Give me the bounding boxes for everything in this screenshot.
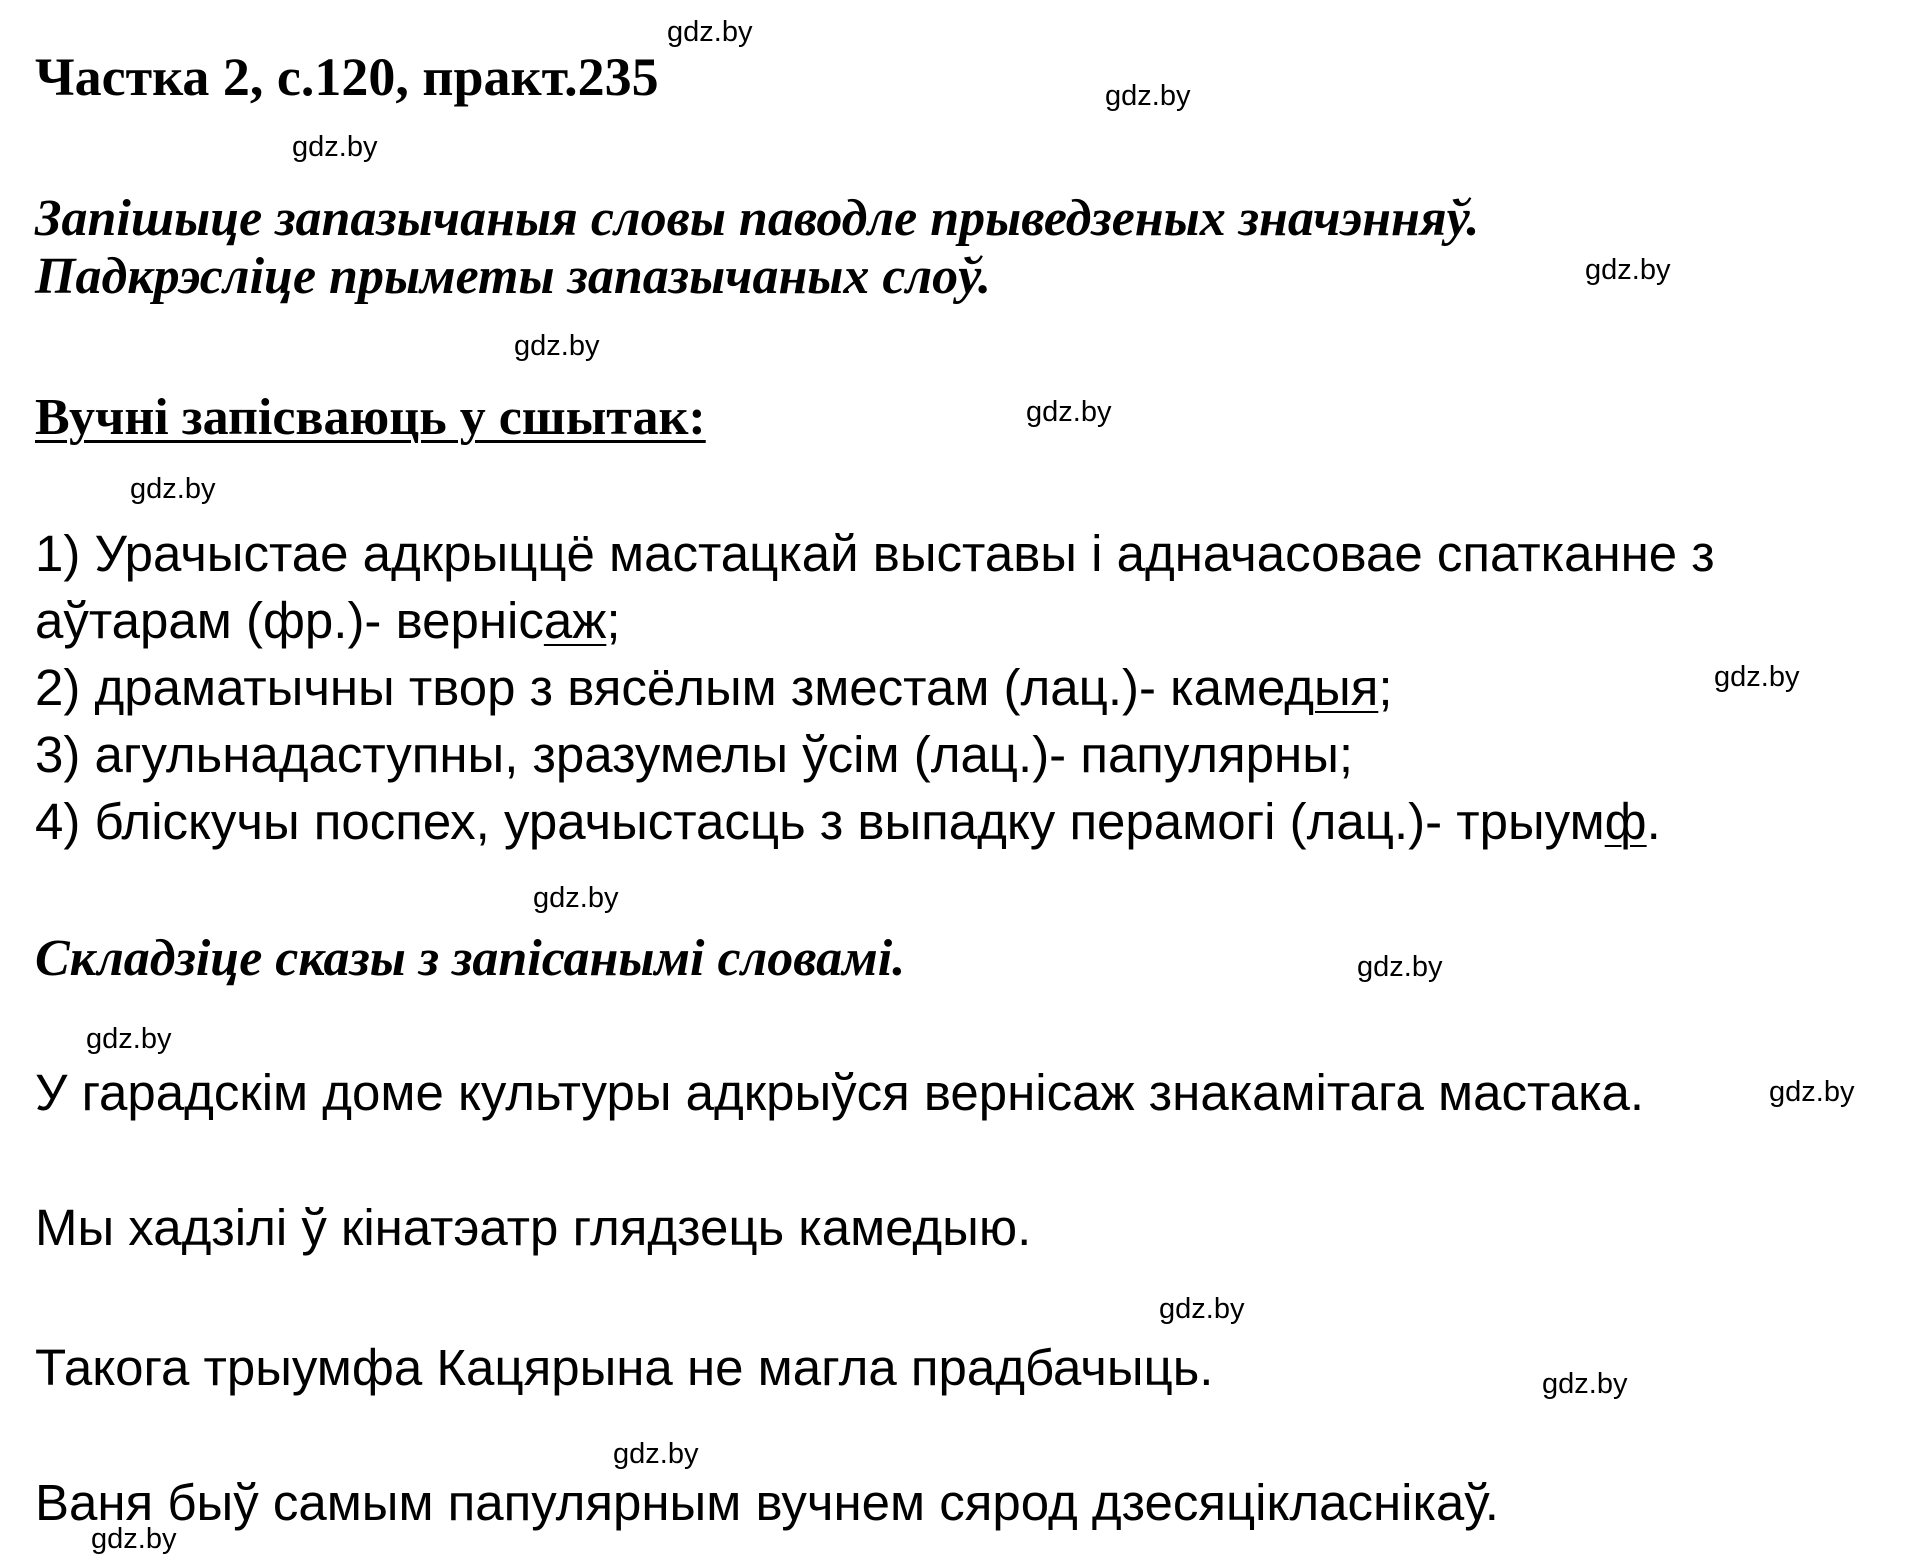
watermark: gdz.by [91, 1523, 177, 1555]
watermark: gdz.by [1585, 254, 1671, 286]
answer-punct: . [1646, 793, 1661, 850]
answer-item-1 [35, 520, 1835, 654]
watermark: gdz.by [1714, 661, 1800, 693]
task-instruction-2: Складзіце сказы з запісанымі словамі. [35, 930, 906, 987]
answer-item-3: 3) агульнадаступны, зразумелы ўсім (лац.)- папулярны; [35, 726, 1354, 783]
watermark: gdz.by [613, 1438, 699, 1470]
task-instruction [35, 190, 1479, 306]
sentence-1: У гарадскім доме культуры адкрыўся вернісаж знакамітага мастака. [35, 1064, 1645, 1121]
watermark: gdz.by [1542, 1368, 1628, 1400]
watermark: gdz.by [1026, 396, 1112, 428]
answer-punct: ; [606, 592, 621, 649]
watermark: gdz.by [667, 16, 753, 48]
answer-item-2 [35, 654, 1835, 721]
notebook-heading: Вучні запісваюць у сшытак: [35, 389, 706, 446]
task-instruction-line-1: Запішыце запазычаныя словы паводле прыведзеных значэнняў. [35, 190, 1480, 247]
answer-punct: ; [1378, 659, 1393, 716]
sentence-4: Ваня быў самым папулярным вучнем сярод дзесяцікласнікаў. [35, 1474, 1499, 1531]
watermark: gdz.by [514, 330, 600, 362]
watermark: gdz.by [292, 131, 378, 163]
sentence-3: Такога трыумфа Кацярына не магла прадбачыць. [35, 1339, 1214, 1396]
answer-item-4 [35, 788, 1835, 855]
watermark: gdz.by [533, 882, 619, 914]
watermark: gdz.by [86, 1023, 172, 1055]
underlined-marker: аж [543, 592, 607, 649]
watermark: gdz.by [1769, 1076, 1855, 1108]
watermark: gdz.by [1159, 1293, 1245, 1325]
watermark: gdz.by [130, 473, 216, 505]
page-title: Частка 2, с.120, практ.235 [35, 47, 659, 107]
answer-text: 4) бліскучы поспех, урачыстасць з выпадку перамогі (лац.)- трыум [35, 793, 1605, 850]
sentence-2: Мы хадзілі ў кінатэатр глядзець камедыю. [35, 1199, 1032, 1256]
watermark: gdz.by [1105, 80, 1191, 112]
watermark: gdz.by [1357, 951, 1443, 983]
answer-list [35, 520, 1835, 855]
answer-item-1-line-2 [35, 587, 1835, 654]
answer-item-1-line-1: 1) Урачыстае адкрыццё мастацкай выставы і адначасовае спатканне з [35, 525, 1715, 582]
answer-text: 2) драматычны твор з вясёлым зместам (лац.)- каме [35, 659, 1285, 716]
answer-text: аўтарам (фр.)- верніс [35, 592, 544, 649]
task-instruction-line-2: Падкрэсліце прыметы запазычаных слоў. [35, 248, 991, 306]
underlined-marker: ф [1604, 793, 1647, 850]
underlined-marker: дыя [1284, 659, 1379, 716]
